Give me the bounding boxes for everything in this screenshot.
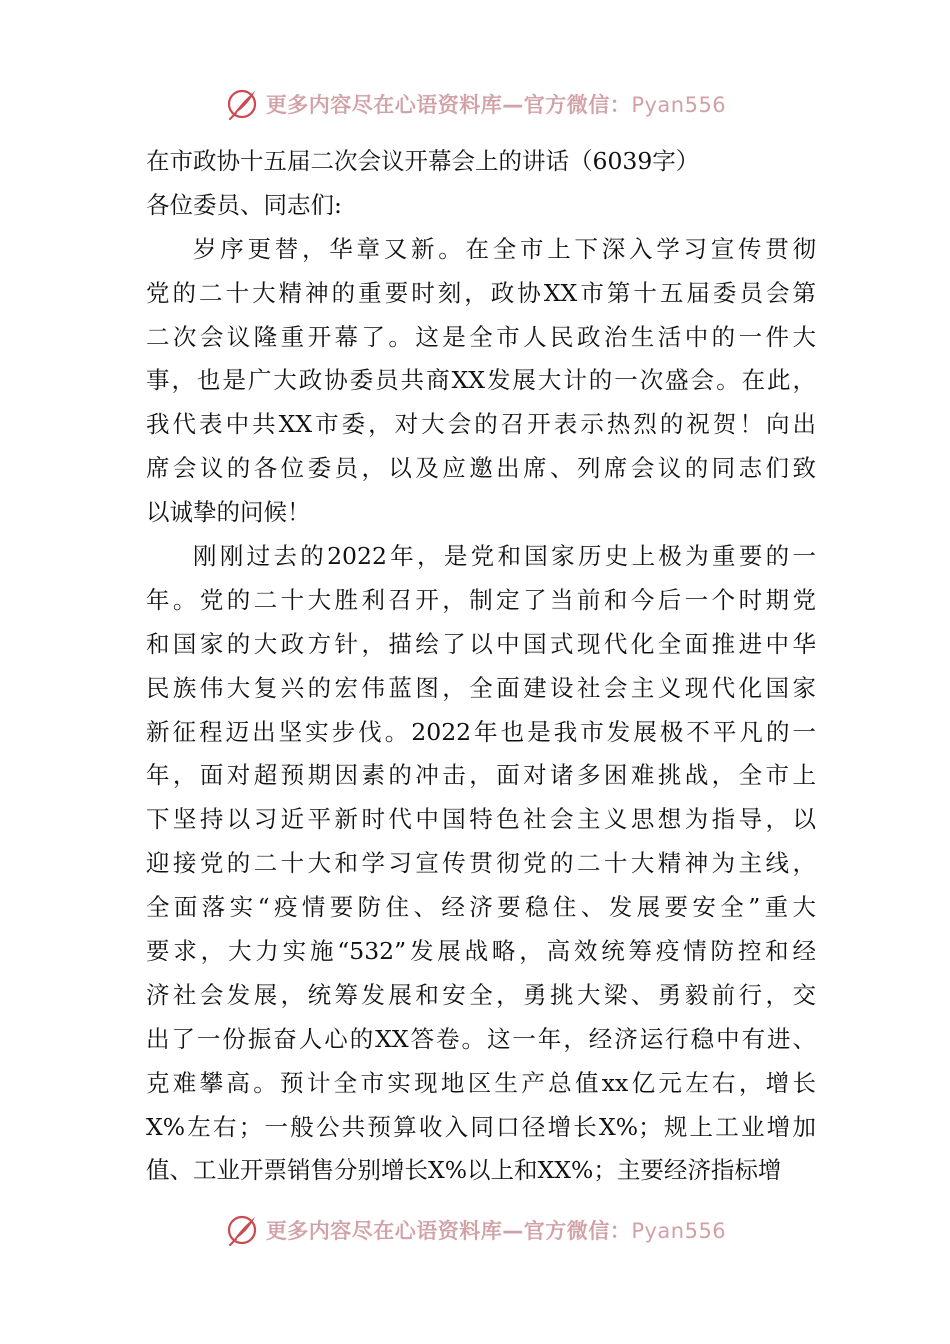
paragraph-line: 年。党的二十大胜利召开，制定了当前和今后一个时期党: [146, 585, 816, 614]
paragraph-line: 济社会发展，统筹发展和安全，勇挑大梁、勇毅前行，交: [146, 980, 816, 1009]
paragraph-line: 下坚持以习近平新时代中国特色社会主义思想为指导，以: [146, 805, 816, 834]
paragraph-line: X%左右；一般公共预算收入同口径增长X%；规上工业增加: [146, 1112, 816, 1141]
quill-pen-logo-icon: [224, 86, 260, 122]
watermark-text-cn: 更多内容尽在心语资料库—官方微信：: [265, 93, 632, 117]
paragraph-line: 克难攀高。预计全市实现地区生产总值xx亿元左右，增长: [146, 1068, 816, 1097]
paragraph-1: [146, 228, 816, 535]
paragraph-line: 值、工业开票销售分别增长X%以上和XX%；主要经济指标增: [146, 1156, 782, 1185]
document-title: 在市政协十五届二次会议开幕会上的讲话（6039字）: [146, 147, 700, 175]
paragraph-line: 事，也是广大政协委员共商XX发展大计的一次盛会。在此，: [146, 366, 816, 395]
paragraph-line: 新征程迈出坚实步伐。2022年也是我市发展极不平凡的一: [146, 717, 816, 746]
watermark-text: [266, 1215, 726, 1245]
watermark-text-id: Pyan556: [631, 1219, 727, 1243]
paragraph-line: 以诚挚的问候！: [146, 498, 311, 527]
watermark-text-cn: 更多内容尽在心语资料库—官方微信：: [265, 1219, 632, 1243]
paragraph-line: 二次会议隆重开幕了。这是全市人民政治生活中的一件大: [146, 322, 816, 351]
salutation: 各位委员、同志们:: [146, 190, 342, 219]
paragraph-line: 迎接党的二十大和学习宣传贯彻党的二十大精神为主线，: [146, 849, 816, 878]
paragraph-line: 出了一份振奋人心的XX答卷。这一年，经济运行稳中有进、: [146, 1024, 816, 1053]
paragraph-line: 刚刚过去的2022年，是党和国家历史上极为重要的一: [193, 542, 816, 571]
watermark-header: [0, 84, 950, 124]
paragraph-line: 席会议的各位委员，以及应邀出席、列席会议的同志们致: [146, 454, 816, 483]
paragraph-line: 年，面对超预期因素的冲击，面对诸多困难挑战，全市上: [146, 761, 816, 790]
document-body: [146, 140, 816, 1193]
paragraph-line: 岁序更替，华章又新。在全市上下深入学习宣传贯彻: [193, 234, 816, 263]
quill-pen-logo-icon: [224, 1212, 260, 1248]
paragraph-line: 要求，大力实施“532”发展战略，高效统筹疫情防控和经: [146, 937, 816, 966]
paragraph-line: 全面落实“疫情要防住、经济要稳住、发展要安全”重大: [146, 893, 816, 922]
paragraph-line: 和国家的大政方针，描绘了以中国式现代化全面推进中华: [146, 629, 816, 658]
watermark-text-id: Pyan556: [631, 93, 727, 117]
paragraph-line: 民族伟大复兴的宏伟蓝图，全面建设社会主义现代化国家: [146, 673, 816, 702]
paragraph-line: 我代表中共XX市委，对大会的召开表示热烈的祝贺！向出: [146, 410, 816, 439]
paragraph-2: [146, 535, 816, 1193]
watermark-footer: [0, 1210, 950, 1250]
watermark-text: [266, 89, 726, 119]
paragraph-line: 党的二十大精神的重要时刻，政协XX市第十五届委员会第: [146, 278, 816, 307]
